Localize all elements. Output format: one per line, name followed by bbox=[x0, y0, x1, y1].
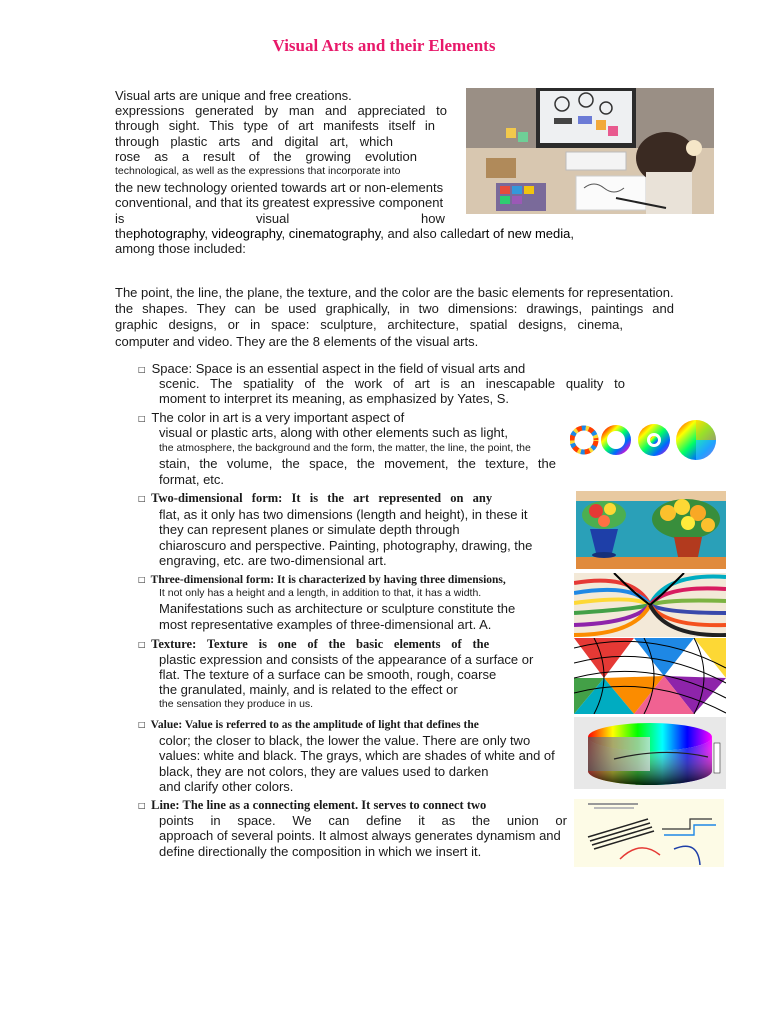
bullet-icon: □ bbox=[138, 414, 146, 423]
value-line: and clarify other colors. bbox=[159, 779, 294, 794]
two-d-line: chiaroscuro and perspective. Painting, photography, drawing, the bbox=[159, 538, 533, 553]
color-line: the atmosphere, the background and the form, the matter, the line, the point, the bbox=[159, 442, 531, 454]
intro-line: how bbox=[421, 211, 445, 226]
two-d-line: □ Two-dimensional form: It is the art represented on any bbox=[138, 491, 493, 505]
keyword-new-media: art of new media bbox=[474, 226, 571, 241]
line-el-line: approach of several points. It almost always generates dynamism and bbox=[159, 828, 561, 843]
intro-line: through sight. This type of art manifests itself in bbox=[115, 118, 435, 133]
space-line: scenic. The spatiality of the work of art is an inescapable quality to bbox=[159, 376, 625, 391]
intro-line: technological, as well as the expressions that incorporate into bbox=[115, 165, 401, 177]
value-line: values: white and black. The grays, which are shades of white and of bbox=[159, 748, 555, 763]
flower-painting-image bbox=[576, 491, 726, 569]
bullet-icon: □ bbox=[138, 801, 146, 810]
three-d-line: □ Three-dimensional form: It is characterized by having three dimensions, bbox=[138, 574, 506, 586]
basics-line: graphic designs, or in space: sculpture, architecture, spatial designs, cinema, bbox=[115, 317, 623, 332]
texture-line: plastic expression and consists of the appearance of a surface or bbox=[159, 652, 534, 667]
intro-line: among those included: bbox=[115, 241, 246, 256]
line-el-line: define directionally the composition in which we insert it. bbox=[159, 844, 482, 859]
page-title: Visual Arts and their Elements bbox=[272, 36, 496, 55]
texture-line: the sensation they produce in us. bbox=[159, 698, 314, 710]
two-d-line: engraving, etc. are two-dimensional art. bbox=[159, 553, 387, 568]
line-el-line: □ Line: The line as a connecting element. It serves to connect two bbox=[138, 798, 487, 812]
color-line: format, etc. bbox=[159, 472, 225, 487]
intro-line: visual bbox=[256, 211, 290, 226]
two-d-line: they can represent planes or simulate depth through bbox=[159, 522, 460, 537]
intro-line: through plastic arts and digital art, which bbox=[115, 134, 393, 149]
op-art-3d-image bbox=[574, 573, 726, 637]
two-d-line: flat, as it only has two dimensions (length and height), in these it bbox=[159, 507, 528, 522]
basics-line: computer and video. They are the 8 elements of the visual arts. bbox=[115, 334, 479, 349]
bullet-icon: □ bbox=[138, 365, 146, 374]
intro-line: rose as a result of the growing evolution bbox=[115, 149, 417, 164]
keyword-videography: videography bbox=[211, 226, 282, 241]
basics-line: The point, the line, the plane, the texture, and the color are the basic elements for representation. bbox=[115, 285, 674, 300]
intro-line: Visual arts are unique and free creations. bbox=[115, 88, 352, 103]
space-line: □ Space: Space is an essential aspect in the field of visual arts and bbox=[138, 361, 526, 376]
texture-line: the granulated, mainly, and is related to the effect or bbox=[159, 682, 458, 697]
three-d-line: Manifestations such as architecture or sculpture constitute the bbox=[159, 601, 516, 616]
line-diagram-image bbox=[574, 799, 724, 867]
intro-line: expressions generated by man and appreciated to bbox=[115, 103, 447, 118]
bullet-icon: □ bbox=[138, 640, 146, 649]
three-d-line: most representative examples of three-dimensional art. A. bbox=[159, 617, 492, 632]
color-line: □ The color in art is a very important aspect of bbox=[138, 410, 405, 425]
keyword-cinematography: cinematography bbox=[288, 226, 381, 241]
intro-line: the new technology oriented towards art or non-elements bbox=[115, 180, 444, 195]
texture-line: □ Texture: Texture is one of the basic elements of the bbox=[138, 637, 490, 651]
bullet-icon: □ bbox=[138, 720, 146, 729]
color-wheels-image bbox=[570, 412, 718, 470]
line-el-line: points in space. We can define it as the union or bbox=[159, 813, 567, 828]
keyword-photography: photography bbox=[133, 226, 205, 241]
saturation-cylinder-image bbox=[574, 717, 726, 789]
intro-line: is bbox=[115, 211, 125, 226]
value-line: color; the closer to black, the lower the value. There are only two bbox=[159, 733, 531, 748]
color-line: visual or plastic arts, along with other elements such as light, bbox=[159, 425, 509, 440]
basics-line: the shapes. They can be used graphically, in two dimensions: drawings, paintings and bbox=[115, 301, 674, 316]
texture-pattern-image bbox=[574, 638, 726, 714]
value-line: black, they are not colors, they are values used to darken bbox=[159, 764, 489, 779]
color-line: stain, the volume, the space, the movement, the texture, the bbox=[159, 456, 556, 471]
bullet-icon: □ bbox=[138, 575, 146, 584]
intro-line: conventional, and that its greatest expressive component bbox=[115, 195, 444, 210]
three-d-line: It not only has a height and a length, in addition to that, it has a width. bbox=[159, 587, 482, 599]
space-line: moment to interpret its meaning, as emphasized by Yates, S. bbox=[159, 391, 509, 406]
texture-line: flat. The texture of a surface can be smooth, rough, coarse bbox=[159, 667, 497, 682]
bullet-icon: □ bbox=[138, 494, 146, 503]
intro-line: thephotography, videography, cinematography, and also calledart of new media, bbox=[115, 226, 574, 241]
value-line: □ Value: Value is referred to as the amplitude of light that defines the bbox=[138, 719, 479, 731]
designer-desk-photo bbox=[466, 88, 714, 214]
